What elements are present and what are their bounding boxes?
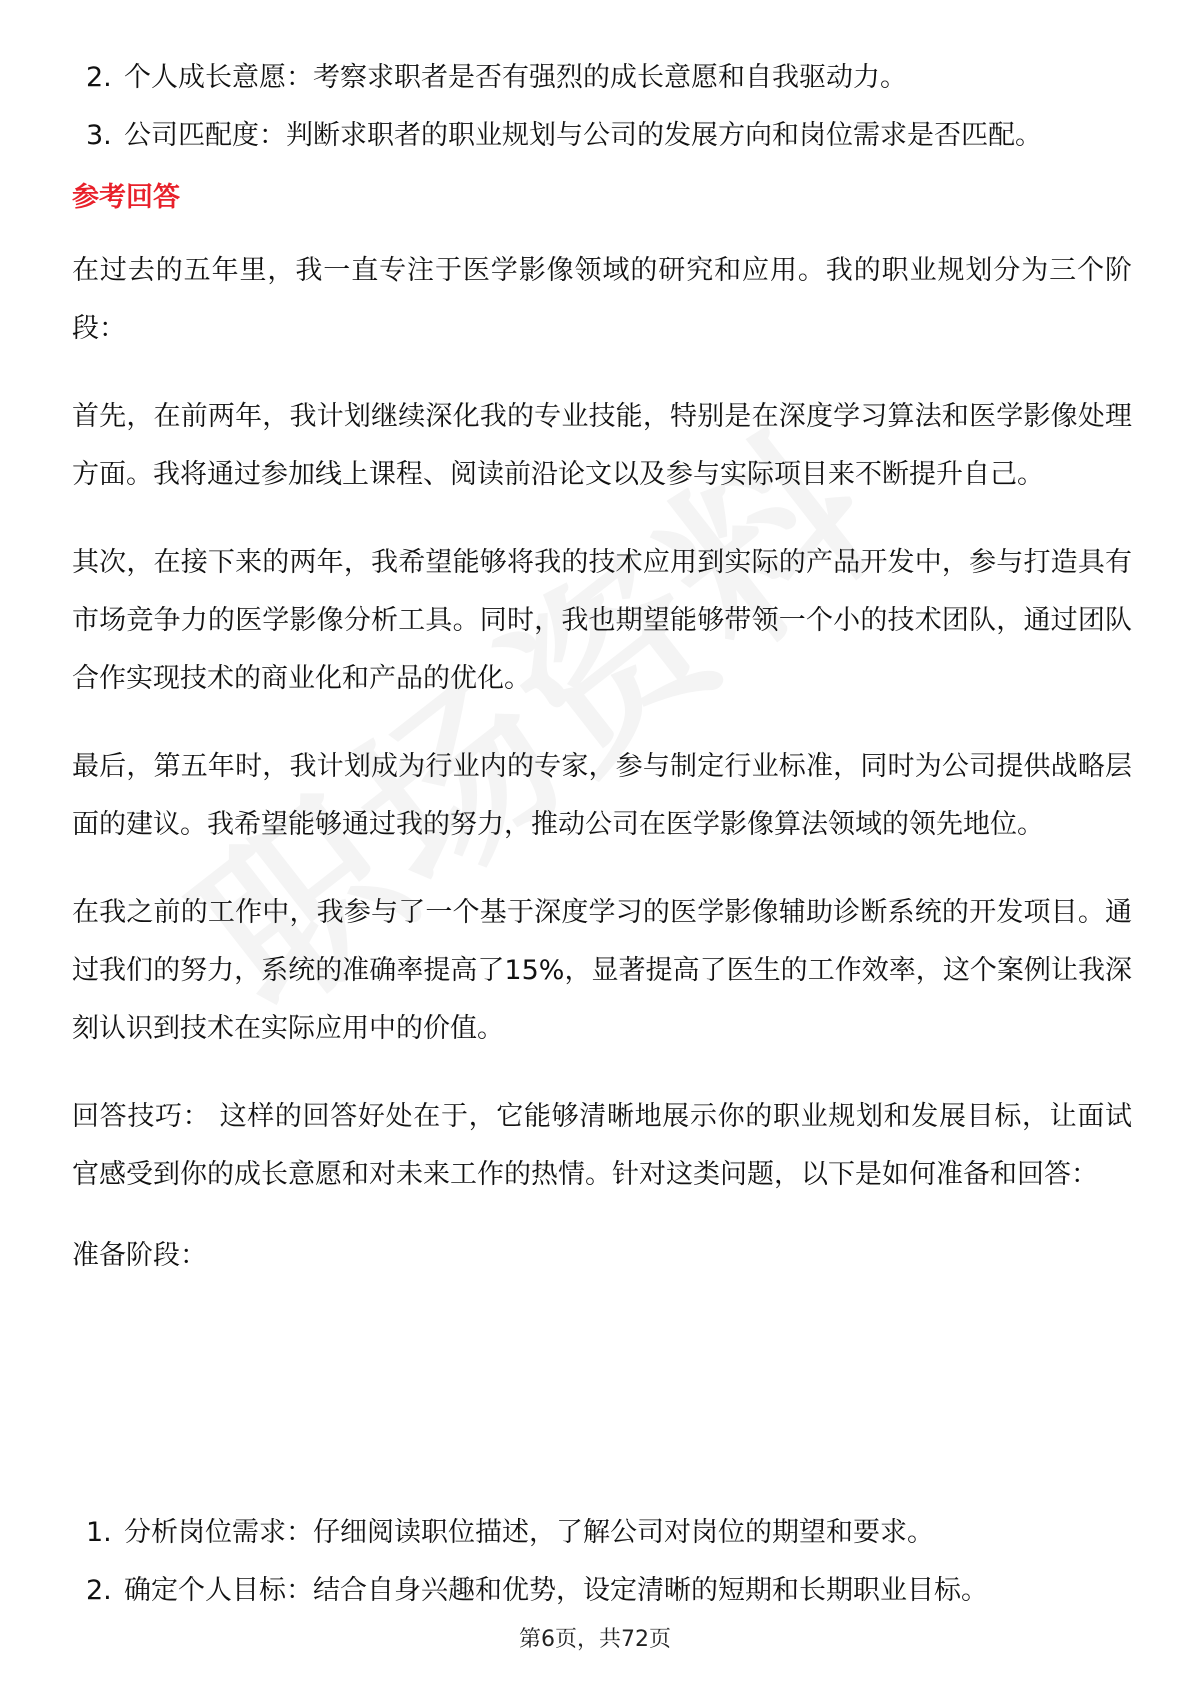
list-item (72, 1569, 1132, 1613)
paragraph: 最后，第五年时，我计划成为行业内的专家，参与制定行业标准，同时为公司提供战略层面的建议。我希望能够通过我的努力，推动公司在医学影像算法领域的领先地位。 (72, 751, 1132, 840)
list-text: 公司匹配度：判断求职者的职业规划与公司的发展方向和岗位需求是否匹配。 (124, 120, 1042, 151)
document-body (72, 56, 1132, 1308)
page-footer: 第6页，共72页 (519, 1627, 671, 1652)
list-item (72, 114, 1132, 158)
list-number: 2. (86, 1575, 112, 1606)
paragraph: 首先，在前两年，我计划继续深化我的专业技能，特别是在深度学习算法和医学影像处理方面。我将通过参加线上课程、阅读前沿论文以及参与实际项目来不断提升自己。 (72, 401, 1132, 490)
paragraph: 在过去的五年里，我一直专注于医学影像领域的研究和应用。我的职业规划分为三个阶段： (72, 255, 1132, 344)
list-item (72, 56, 1132, 100)
bottom-list (72, 1511, 1132, 1627)
list-text: 分析岗位需求：仔细阅读职位描述，了解公司对岗位的期望和要求。 (124, 1517, 934, 1548)
section-heading: 参考回答 (72, 182, 180, 213)
list-number: 1. (86, 1517, 112, 1548)
list-number: 2. (86, 62, 112, 93)
list-text: 个人成长意愿：考察求职者是否有强烈的成长意愿和自我驱动力。 (124, 62, 907, 93)
paragraph: 其次，在接下来的两年，我希望能够将我的技术应用到实际的产品开发中，参与打造具有市场竞争力的医学影像分析工具。同时，我也期望能够带领一个小的技术团队，通过团队合作实现技术的商业化和产品的优化。 (72, 547, 1132, 694)
list-item (72, 1511, 1132, 1555)
list-text: 确定个人目标：结合自身兴趣和优势，设定清晰的短期和长期职业目标。 (124, 1575, 988, 1606)
paragraph: 回答技巧： 这样的回答好处在于，它能够清晰地展示你的职业规划和发展目标，让面试官感受到你的成长意愿和对未来工作的热情。针对这类问题，以下是如何准备和回答： (72, 1101, 1132, 1190)
prep-title: 准备阶段： (72, 1240, 207, 1271)
list-number: 3. (86, 120, 112, 151)
paragraph: 在我之前的工作中，我参与了一个基于深度学习的医学影像辅助诊断系统的开发项目。通过我们的努力，系统的准确率提高了15%，显著提高了医生的工作效率，这个案例让我深刻认识到技术在实际应用中的价值。 (72, 897, 1132, 1044)
